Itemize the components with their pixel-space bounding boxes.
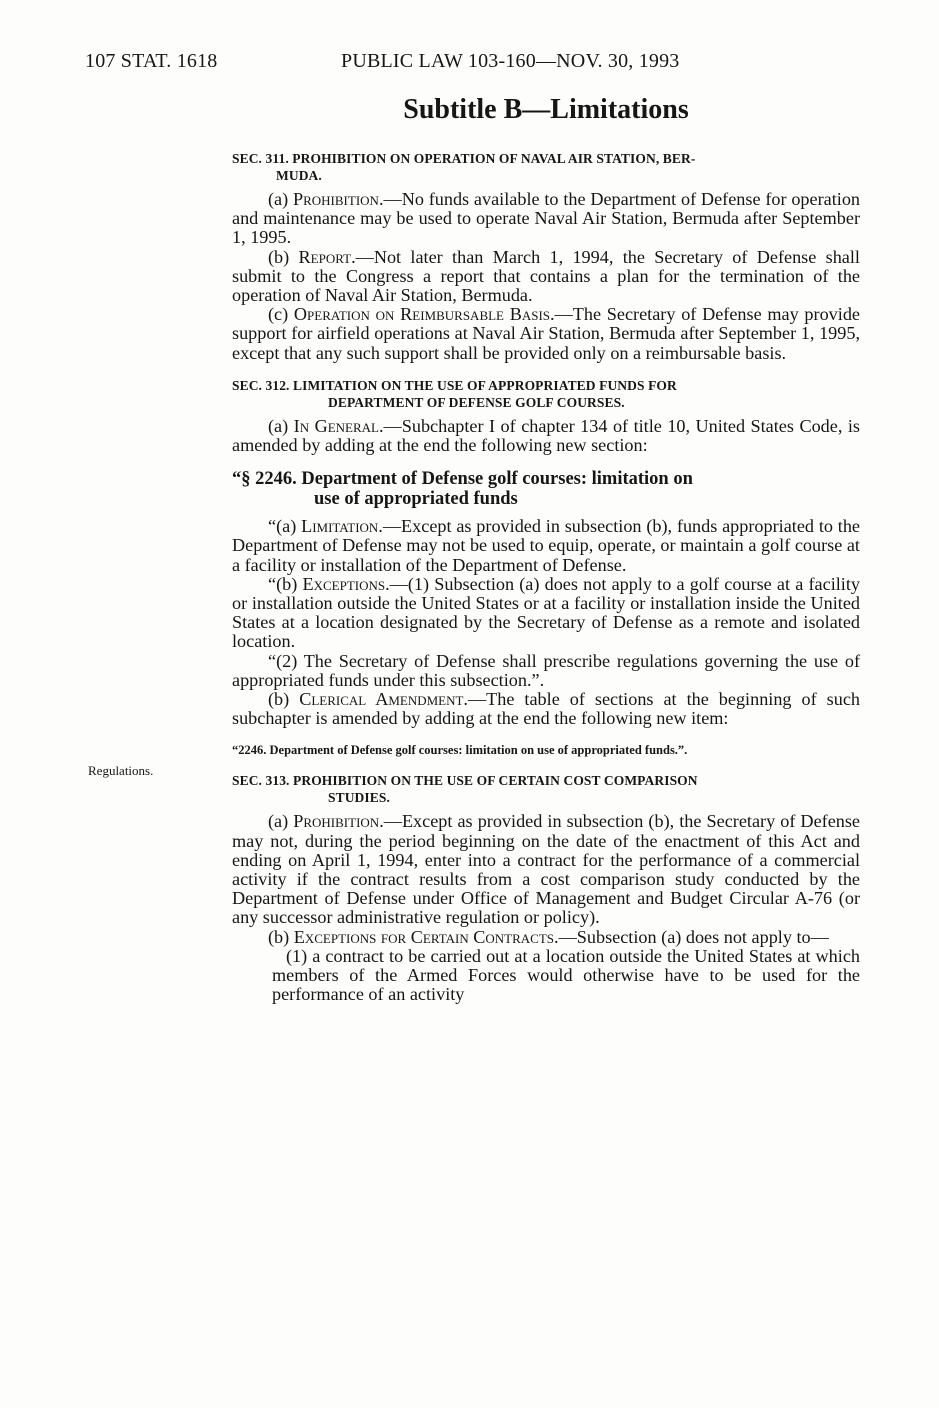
sec-312-heading-line1: SEC. 312. LIMITATION ON THE USE OF APPROPRIATED FUNDS FOR <box>232 377 677 393</box>
sec-313-b-term: Exceptions for Certain Contracts. <box>293 926 559 947</box>
section-2246-a-label: “(a) <box>268 516 302 537</box>
sec-312-heading-line2: DEPARTMENT OF DEFENSE GOLF COURSES. <box>328 394 625 410</box>
sec-312-a-text: —Subchapter I of chapter 134 of title 10, United States Code, is amended by adding at the end the following new section: <box>232 415 860 456</box>
sec-312-b-term: Clerical Amendment. <box>299 689 468 710</box>
section-2246-a <box>232 517 860 575</box>
sec-313-b <box>232 928 860 947</box>
sec-311-b <box>232 248 860 306</box>
sec-313-heading <box>232 772 860 806</box>
sec-313-b-item-1: (1) a contract to be carried out at a location outside the United States at which members of the Armed Forces would otherwise have to be used for the performance of an activity <box>272 945 860 1005</box>
stat-page-number: 107 STAT. 1618 <box>85 50 218 72</box>
table-of-sections-item: “2246. Department of Defense golf courses: limitation on use of appropriated funds.”. <box>232 743 688 758</box>
sec-311-b-term: Report. <box>298 246 356 267</box>
margin-note-regulations: Regulations. <box>88 763 154 778</box>
section-2246-a-term: Limitation. <box>301 516 383 537</box>
section-2246-heading-line1: “§ 2246. Department of Defense golf courses: limitation on <box>232 469 693 490</box>
section-2246-b-label: “(b) <box>268 573 303 594</box>
body-text <box>232 94 860 1005</box>
sec-312-b-text: —The table of sections at the beginning of such subchapter is amended by adding at the end the following new item: <box>232 689 860 729</box>
section-2246-a-text: —Except as provided in subsection (b), funds appropriated to the Department of Defense may not be used to equip, operate, or maintain a golf course at a facility or installation of the Department of Defense. <box>232 516 860 575</box>
sec-311-a <box>232 190 860 248</box>
sec-311-heading-line2: MUDA. <box>276 168 322 183</box>
sec-311-b-text: —Not later than March 1, 1994, the Secretary of Defense shall submit to the Congress a report that contains a plan for the termination of the operation of Naval Air Station, Bermuda. <box>232 246 860 306</box>
sec-311-a-label: (a) <box>268 189 293 209</box>
sec-311-c-label: (c) <box>268 304 294 325</box>
sec-313-a-text: —Except as provided in subsection (b), the Secretary of Defense may not, during the period beginning on the date of the enactment of this Act and ending on April 1, 1994, enter into a contract for the performance of a commercial activity if the contract results from a cost comparison study conducted by the Department of Defense under Office of Management and Budget Circular A-76 (or any successor administrative regulation or policy). <box>232 811 861 928</box>
sec-313-b-text: —Subsection (a) does not apply to— <box>558 926 829 947</box>
sec-313-heading-line2: STUDIES. <box>328 790 390 806</box>
subtitle-heading: Subtitle B—Limitations <box>403 94 689 125</box>
sec-312-a-term: In General. <box>293 415 384 436</box>
section-2246-heading <box>232 469 860 509</box>
sec-311-heading-line1: SEC. 311. PROHIBITION ON OPERATION OF NAVAL AIR STATION, BER- <box>232 151 696 166</box>
section-2246-b-text: —(1) Subsection (a) does not apply to a golf course at a facility or installation outside the United States or at a facility or installation inside the United States at a location designated by the Secretary of Defense as a remote and isolated location. <box>232 573 861 652</box>
sec-311-c <box>232 305 860 363</box>
public-law-date: PUBLIC LAW 103-160—NOV. 30, 1993 <box>341 50 680 72</box>
sec-311-a-text: —No funds available to the Department of Defense for operation and maintenance may be used to operate Naval Air Station, Bermuda after September 1, 1995. <box>232 189 861 248</box>
section-2246-b-term: Exceptions. <box>302 573 390 594</box>
sec-312-heading <box>232 377 860 411</box>
sec-312-a <box>232 417 860 455</box>
sec-311-c-text: —The Secretary of Defense may provide support for airfield operations at Naval Air Station, Bermuda after September 1, 1995, except that any such support shall be provided only on a reimbursable basis. <box>232 304 860 363</box>
section-2246-b <box>232 575 860 652</box>
sec-313-heading-line1: SEC. 313. PROHIBITION ON THE USE OF CERTAIN COST COMPARISON <box>232 773 698 789</box>
sec-312-a-label: (a) <box>268 415 294 436</box>
sec-311-c-term: Operation on Reimbursable Basis. <box>293 304 555 325</box>
sec-311-a-term: Prohibition. <box>293 189 384 209</box>
sec-313-a-label: (a) <box>268 811 294 832</box>
section-2246-heading-line2: use of appropriated funds <box>314 489 518 510</box>
sec-313-a-term: Prohibition. <box>293 811 384 832</box>
section-2246-b2: “(2) The Secretary of Defense shall prescribe regulations governing the use of appropriated funds under this subsection.”. <box>232 650 860 690</box>
sec-313-b-label: (b) <box>268 926 294 947</box>
sec-311-b-label: (b) <box>268 246 299 267</box>
sec-312-b-label: (b) <box>268 689 300 710</box>
sec-312-b <box>232 690 860 728</box>
sec-311-heading <box>232 150 860 184</box>
sec-313-a <box>232 812 860 927</box>
